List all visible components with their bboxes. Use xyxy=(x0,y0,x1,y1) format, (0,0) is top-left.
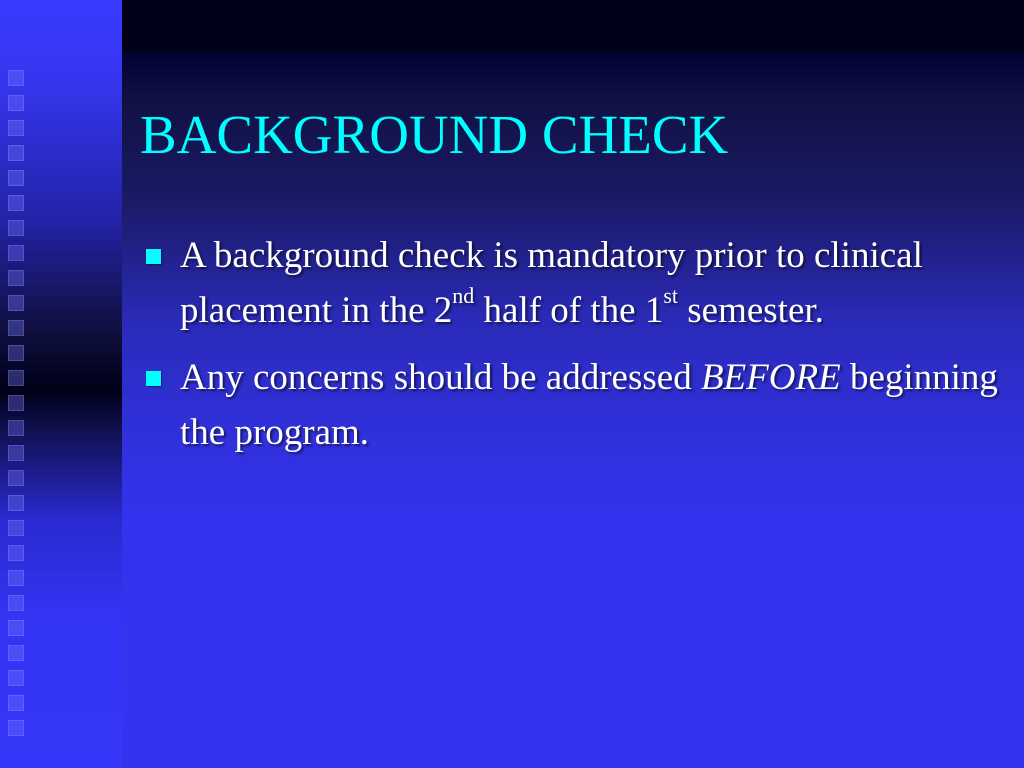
decorative-square xyxy=(8,520,24,536)
decorative-square xyxy=(8,395,24,411)
ordinal-suffix: nd xyxy=(452,283,475,308)
emphasis-text: BEFORE xyxy=(700,357,841,398)
bullet-text-part: half of the 1 xyxy=(474,290,664,331)
bullet-text-part: beginning the program. xyxy=(180,357,998,453)
decorative-square xyxy=(8,620,24,636)
decorative-square xyxy=(8,370,24,386)
decorative-square xyxy=(8,270,24,286)
decorative-square xyxy=(8,495,24,511)
bullet-item-concerns xyxy=(140,350,1000,460)
decorative-square xyxy=(8,695,24,711)
decorative-square xyxy=(8,145,24,161)
decorative-square xyxy=(8,320,24,336)
decorative-square xyxy=(8,420,24,436)
left-decorative-sidebar xyxy=(0,0,122,768)
square-bullet-icon xyxy=(146,371,161,386)
top-dark-band xyxy=(122,0,1024,52)
decorative-square xyxy=(8,95,24,111)
ordinal-suffix: st xyxy=(663,283,678,308)
bullet-list xyxy=(140,228,1000,472)
decorative-square xyxy=(8,720,24,736)
decorative-square xyxy=(8,645,24,661)
decorative-square xyxy=(8,70,24,86)
slide-title: BACKGROUND CHECK xyxy=(140,104,729,165)
decorative-square xyxy=(8,570,24,586)
decorative-square xyxy=(8,595,24,611)
decorative-square xyxy=(8,195,24,211)
decorative-square xyxy=(8,545,24,561)
bullet-text-part: A background check is mandatory prior to clinical placement in the 2 xyxy=(180,235,923,331)
decorative-square xyxy=(8,470,24,486)
decorative-square xyxy=(8,170,24,186)
bullet-item-background-check xyxy=(140,228,1000,338)
decorative-square xyxy=(8,345,24,361)
bullet-text-part: semester. xyxy=(678,290,824,331)
square-bullet-icon xyxy=(146,249,161,264)
decorative-square xyxy=(8,220,24,236)
decorative-square xyxy=(8,120,24,136)
decorative-square xyxy=(8,670,24,686)
bullet-text-part: Any concerns should be addressed xyxy=(180,357,701,398)
sidebar-square-column xyxy=(8,70,26,760)
decorative-square xyxy=(8,295,24,311)
decorative-square xyxy=(8,245,24,261)
decorative-square xyxy=(8,445,24,461)
